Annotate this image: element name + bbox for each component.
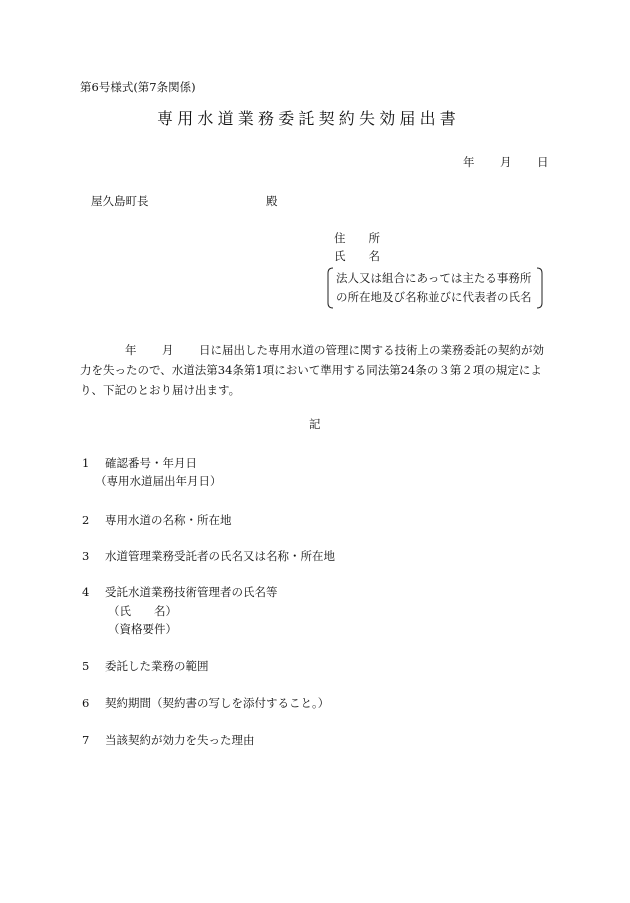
applicant-note-line2: の所在地及び名称並びに代表者の氏名 <box>336 290 532 304</box>
address-label: 住 所 <box>334 231 380 245</box>
item-sub: （専用水道届出年月日） <box>95 474 222 488</box>
document-title: 専用水道業務委託契約失効届出書 <box>157 109 461 128</box>
item-label: 当該契約が効力を失った理由 <box>105 733 255 747</box>
name-label: 氏 名 <box>334 249 380 263</box>
item-label: 確認番号・年月日 <box>105 456 197 470</box>
body-month-label: 月 <box>162 343 174 357</box>
date-year-label: 年 <box>463 155 475 169</box>
recipient-honorific: 殿 <box>266 194 278 208</box>
item-number: 6 <box>82 696 90 710</box>
item-number: 3 <box>82 549 90 563</box>
list-item <box>82 732 255 748</box>
body-year-label: 年 <box>125 343 137 357</box>
list-item <box>82 584 278 600</box>
item-label: 契約期間（契約書の写しを添付すること。） <box>105 696 330 710</box>
body-line3-text: り、下記のとおり届け出ます。 <box>80 383 241 397</box>
list-item <box>82 455 197 471</box>
item-number: 4 <box>82 585 90 599</box>
list-item <box>82 512 232 528</box>
applicant-note-line1: 法人又は組合にあっては主たる事務所 <box>336 271 532 285</box>
item-label: 水道管理業務受託者の氏名又は名称・所在地 <box>105 549 335 563</box>
item-label: 委託した業務の範囲 <box>105 659 209 673</box>
item-number: 1 <box>82 456 90 470</box>
body-line1-text: 日に届出した専用水道の管理に関する技術上の業務委託の契約が効 <box>199 343 544 357</box>
date-day-label: 日 <box>537 155 549 169</box>
item-label: 専用水道の名称・所在地 <box>105 513 232 527</box>
applicant-note-bracket <box>326 267 544 309</box>
list-item <box>82 548 335 564</box>
ki-heading: 記 <box>309 417 321 431</box>
item-number: 5 <box>82 659 90 673</box>
form-number: 第6号様式(第7条関係) <box>80 80 196 94</box>
item-number: 2 <box>82 513 90 527</box>
item-sub: （氏 名） <box>108 604 177 618</box>
item-number: 7 <box>82 733 90 747</box>
list-item <box>82 695 329 711</box>
list-item <box>82 658 209 674</box>
body-line2-text: 力を失ったので、水道法第34条第1項において準用する同法第24条の３第２項の規定によ <box>80 363 542 377</box>
item-label: 受託水道業務技術管理者の氏名等 <box>105 585 278 599</box>
date-month-label: 月 <box>500 155 512 169</box>
item-sub: （資格要件） <box>108 622 177 636</box>
recipient-name: 屋久島町長 <box>91 194 149 208</box>
